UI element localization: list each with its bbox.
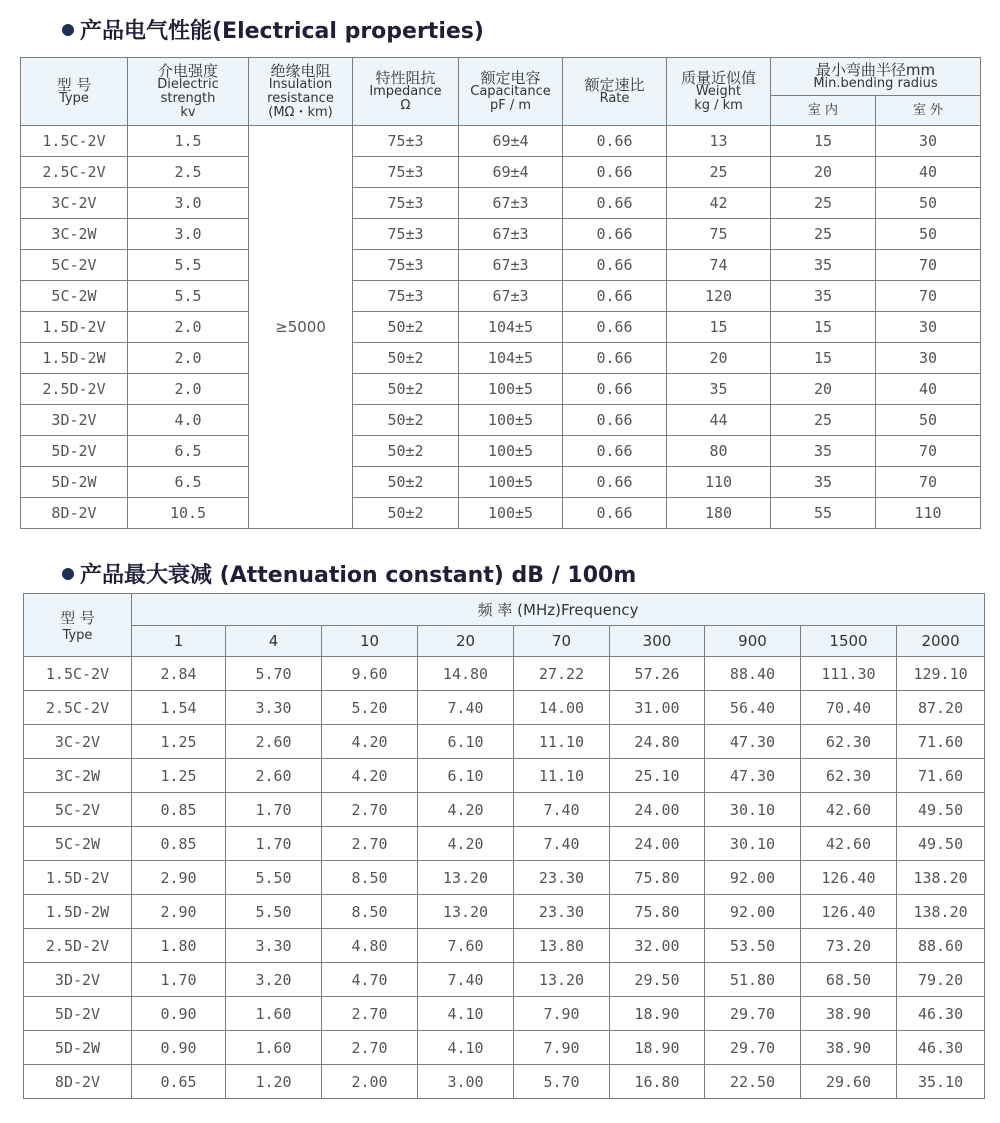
table-cell: 4.0 (128, 405, 249, 436)
table-cell: 49.50 (897, 827, 985, 861)
table-cell: 3C-2W (21, 219, 128, 250)
table-cell: 88.60 (897, 929, 985, 963)
header-weight: 质量近似值 Weight kg / km (667, 58, 771, 126)
table-cell: 92.00 (705, 861, 801, 895)
table-cell: 0.66 (563, 188, 667, 219)
table-cell: 0.66 (563, 343, 667, 374)
table-row (24, 861, 985, 895)
table-row (21, 343, 981, 374)
table-cell: 5D-2V (24, 997, 132, 1031)
table-cell: 0.66 (563, 281, 667, 312)
table-cell: 15 (771, 343, 876, 374)
table-cell: 68.50 (801, 963, 897, 997)
table-cell: 50±2 (353, 405, 459, 436)
table-cell: 50±2 (353, 374, 459, 405)
table-cell: 7.40 (418, 691, 514, 725)
table-cell: 2.70 (322, 827, 418, 861)
table-cell: 2.5D-2V (24, 929, 132, 963)
table-cell: 1.80 (132, 929, 226, 963)
table-cell: 8D-2V (21, 498, 128, 529)
table-cell: 69±4 (459, 157, 563, 188)
table-cell: 40 (876, 157, 981, 188)
header-insulation: 绝缘电阻 Insulation resistance (MΩ・km) (249, 58, 353, 126)
table-cell: 75±3 (353, 188, 459, 219)
table-cell: 2.5 (128, 157, 249, 188)
table-cell: 70.40 (801, 691, 897, 725)
table-cell: 42.60 (801, 793, 897, 827)
table-cell: 1.5D-2W (21, 343, 128, 374)
table-cell: 0.66 (563, 436, 667, 467)
table-cell: 104±5 (459, 343, 563, 374)
table-cell: 0.66 (563, 467, 667, 498)
table-cell: 5.5 (128, 250, 249, 281)
table-cell: 24.00 (610, 793, 705, 827)
table-cell: 11.10 (514, 759, 610, 793)
table-cell: 70 (876, 250, 981, 281)
table-cell: 1.5C-2V (21, 126, 128, 157)
table-cell: 24.00 (610, 827, 705, 861)
table-cell: 3.00 (418, 1065, 514, 1099)
table-cell: 3C-2V (21, 188, 128, 219)
table-cell: 5D-2W (21, 467, 128, 498)
table-row (21, 312, 981, 343)
table-cell: 11.10 (514, 725, 610, 759)
table-cell: 75.80 (610, 895, 705, 929)
table-cell: 67±3 (459, 219, 563, 250)
table-cell: 3.30 (226, 691, 322, 725)
table-row (21, 250, 981, 281)
table-cell: 7.90 (514, 1031, 610, 1065)
table-cell: 80 (667, 436, 771, 467)
table-cell: 1.5 (128, 126, 249, 157)
attenuation-table (23, 593, 985, 1099)
table-cell: 25 (771, 188, 876, 219)
table-cell: 7.40 (514, 793, 610, 827)
table-cell: 51.80 (705, 963, 801, 997)
table-cell: 14.00 (514, 691, 610, 725)
header-impedance: 特性阻抗 Impedance Ω (353, 58, 459, 126)
header-dielectric: 介电强度 Dielectric strength kv (128, 58, 249, 126)
table-cell: 8.50 (322, 895, 418, 929)
table-row (24, 1031, 985, 1065)
table-cell: 4.80 (322, 929, 418, 963)
table-cell: 50±2 (353, 436, 459, 467)
table-cell: 3C-2W (24, 759, 132, 793)
table-cell: 2.5C-2V (21, 157, 128, 188)
table-cell: 8.50 (322, 861, 418, 895)
table-cell: 1.5D-2V (21, 312, 128, 343)
table-row (24, 793, 985, 827)
electrical-properties-title (62, 14, 484, 45)
table-cell: 38.90 (801, 1031, 897, 1065)
header-frequency-value: 900 (705, 626, 801, 657)
table-cell: 13.20 (514, 963, 610, 997)
table-row (21, 126, 981, 157)
header-frequency-value: 70 (514, 626, 610, 657)
table-cell: 3C-2V (24, 725, 132, 759)
table-cell: 62.30 (801, 759, 897, 793)
table-cell: 35.10 (897, 1065, 985, 1099)
table-cell: 30 (876, 312, 981, 343)
table-cell: 49.50 (897, 793, 985, 827)
electrical-properties-title-text: 产品电气性能(Electrical properties) (80, 19, 484, 44)
table-cell: 88.40 (705, 657, 801, 691)
table-cell: 25 (771, 219, 876, 250)
table-row (24, 657, 985, 691)
table-cell: 1.5D-2W (24, 895, 132, 929)
table-cell: 55 (771, 498, 876, 529)
table-cell: 1.5D-2V (24, 861, 132, 895)
table-cell: 29.70 (705, 997, 801, 1031)
table-cell: 44 (667, 405, 771, 436)
table-cell: 1.70 (132, 963, 226, 997)
header-frequency-value: 4 (226, 626, 322, 657)
header-frequency-value: 1 (132, 626, 226, 657)
table-cell: 7.40 (514, 827, 610, 861)
header-outdoor: 室 外 (876, 96, 981, 126)
table-cell: 6.5 (128, 436, 249, 467)
table-cell: 23.30 (514, 895, 610, 929)
table-cell: 30.10 (705, 827, 801, 861)
table-cell: 1.60 (226, 997, 322, 1031)
table-row (24, 963, 985, 997)
table-row (24, 827, 985, 861)
table-cell: 16.80 (610, 1065, 705, 1099)
table-cell: 3.0 (128, 188, 249, 219)
table-cell: 75.80 (610, 861, 705, 895)
table-cell: 35 (771, 436, 876, 467)
table-cell: 50±2 (353, 498, 459, 529)
table-cell: 7.40 (418, 963, 514, 997)
table-cell: 3.30 (226, 929, 322, 963)
table-cell: 79.20 (897, 963, 985, 997)
table-cell: 2.70 (322, 997, 418, 1031)
table-cell: 2.5D-2V (21, 374, 128, 405)
table-cell: 7.60 (418, 929, 514, 963)
table-cell: 25 (667, 157, 771, 188)
table-row (24, 759, 985, 793)
table-cell: 67±3 (459, 188, 563, 219)
table-cell: 30 (876, 343, 981, 374)
table-cell: 73.20 (801, 929, 897, 963)
table-row (24, 997, 985, 1031)
table-cell: 75±3 (353, 250, 459, 281)
table-cell: 1.54 (132, 691, 226, 725)
bullet-dot-icon (62, 568, 74, 580)
table-cell: 46.30 (897, 997, 985, 1031)
table-cell: 110 (667, 467, 771, 498)
table-cell: 111.30 (801, 657, 897, 691)
table-cell: 20 (771, 157, 876, 188)
table-cell: 100±5 (459, 467, 563, 498)
header-frequency-value: 20 (418, 626, 514, 657)
table-cell: 4.20 (418, 827, 514, 861)
table-cell: 3.20 (226, 963, 322, 997)
table-cell: 180 (667, 498, 771, 529)
table-cell: 70 (876, 281, 981, 312)
table-cell: 29.60 (801, 1065, 897, 1099)
table-cell: 24.80 (610, 725, 705, 759)
table-cell: 74 (667, 250, 771, 281)
table-row (21, 436, 981, 467)
table-row (21, 467, 981, 498)
table-cell: 1.25 (132, 725, 226, 759)
table-cell: 100±5 (459, 374, 563, 405)
header-indoor: 室 内 (771, 96, 876, 126)
table-cell: 0.66 (563, 126, 667, 157)
table-cell: 13.80 (514, 929, 610, 963)
attenuation-body (24, 657, 985, 1099)
table-cell: 100±5 (459, 436, 563, 467)
table-cell: 138.20 (897, 861, 985, 895)
table-cell: 75 (667, 219, 771, 250)
table-cell: 47.30 (705, 725, 801, 759)
table-cell: 20 (667, 343, 771, 374)
insulation-value-cell: ≥5000 (249, 126, 353, 529)
table-cell: 75±3 (353, 126, 459, 157)
table-cell: 2.0 (128, 343, 249, 374)
table-cell: 70 (876, 436, 981, 467)
table-cell: 15 (771, 126, 876, 157)
table-cell: 100±5 (459, 405, 563, 436)
table-cell: 13.20 (418, 895, 514, 929)
table-cell: 50 (876, 405, 981, 436)
table-cell: 2.60 (226, 759, 322, 793)
table-cell: 50±2 (353, 467, 459, 498)
header-rate: 额定速比 Rate (563, 58, 667, 126)
table-cell: 138.20 (897, 895, 985, 929)
table-cell: 5D-2V (21, 436, 128, 467)
header-frequency-value: 10 (322, 626, 418, 657)
table-cell: 32.00 (610, 929, 705, 963)
table-cell: 71.60 (897, 759, 985, 793)
table-cell: 25.10 (610, 759, 705, 793)
table-cell: 62.30 (801, 725, 897, 759)
table-cell: 50 (876, 219, 981, 250)
table-cell: 35 (771, 281, 876, 312)
table-cell: 6.5 (128, 467, 249, 498)
table-cell: 2.60 (226, 725, 322, 759)
table-cell: 15 (667, 312, 771, 343)
table-cell: 30.10 (705, 793, 801, 827)
table-cell: 3D-2V (24, 963, 132, 997)
table-cell: 75±3 (353, 281, 459, 312)
table-cell: 2.90 (132, 895, 226, 929)
table-row (21, 281, 981, 312)
table-cell: 67±3 (459, 281, 563, 312)
table-row (21, 157, 981, 188)
table-cell: 13.20 (418, 861, 514, 895)
table-cell: 6.10 (418, 725, 514, 759)
table-cell: 0.90 (132, 997, 226, 1031)
header-bending-radius: 最小弯曲半径mm Min.bending radius (771, 58, 981, 96)
table-cell: 2.5C-2V (24, 691, 132, 725)
table-cell: 0.66 (563, 405, 667, 436)
table-cell: 22.50 (705, 1065, 801, 1099)
table-cell: 30 (876, 126, 981, 157)
table-cell: 18.90 (610, 1031, 705, 1065)
table-cell: 75±3 (353, 157, 459, 188)
table-cell: 5D-2W (24, 1031, 132, 1065)
table-cell: 35 (771, 250, 876, 281)
table-cell: 75±3 (353, 219, 459, 250)
table-row (21, 498, 981, 529)
table-cell: 0.66 (563, 157, 667, 188)
table-cell: 42 (667, 188, 771, 219)
table-cell: 4.20 (322, 725, 418, 759)
table-cell: 29.70 (705, 1031, 801, 1065)
header-capacitance: 额定电容 Capacitance pF / m (459, 58, 563, 126)
table-cell: 5C-2V (21, 250, 128, 281)
table-cell: 50±2 (353, 312, 459, 343)
table-cell: 1.70 (226, 793, 322, 827)
table-cell: 126.40 (801, 895, 897, 929)
header-frequency-value: 1500 (801, 626, 897, 657)
table-cell: 5C-2W (24, 827, 132, 861)
table-cell: 2.00 (322, 1065, 418, 1099)
table-cell: 14.80 (418, 657, 514, 691)
table-cell: 67±3 (459, 250, 563, 281)
table-cell: 5.5 (128, 281, 249, 312)
table-cell: 18.90 (610, 997, 705, 1031)
table-row (24, 1065, 985, 1099)
table-cell: 25 (771, 405, 876, 436)
table-cell: 1.20 (226, 1065, 322, 1099)
table-row (21, 188, 981, 219)
table-cell: 2.70 (322, 1031, 418, 1065)
table-cell: 71.60 (897, 725, 985, 759)
header-frequency-value: 300 (610, 626, 705, 657)
table-cell: 38.90 (801, 997, 897, 1031)
table-cell: 0.85 (132, 793, 226, 827)
table-cell: 110 (876, 498, 981, 529)
table-row (21, 219, 981, 250)
table-cell: 46.30 (897, 1031, 985, 1065)
table-cell: 126.40 (801, 861, 897, 895)
table-cell: 2.0 (128, 374, 249, 405)
table-cell: 6.10 (418, 759, 514, 793)
table-cell: 50±2 (353, 343, 459, 374)
table-cell: 3D-2V (21, 405, 128, 436)
table-cell: 2.84 (132, 657, 226, 691)
table-cell: 42.60 (801, 827, 897, 861)
table-cell: 129.10 (897, 657, 985, 691)
table-cell: 1.25 (132, 759, 226, 793)
table-cell: 35 (771, 467, 876, 498)
table-cell: 15 (771, 312, 876, 343)
table-cell: 23.30 (514, 861, 610, 895)
table-cell: 50 (876, 188, 981, 219)
table-cell: 8D-2V (24, 1065, 132, 1099)
table-cell: 0.66 (563, 219, 667, 250)
table-cell: 5.50 (226, 861, 322, 895)
table-cell: 70 (876, 467, 981, 498)
table-cell: 7.90 (514, 997, 610, 1031)
bullet-dot-icon (62, 24, 74, 36)
table-row (21, 374, 981, 405)
table-cell: 27.22 (514, 657, 610, 691)
table-cell: 0.66 (563, 250, 667, 281)
table-cell: 57.26 (610, 657, 705, 691)
attenuation-title (62, 558, 636, 589)
electrical-properties-body (21, 126, 981, 529)
header-type: 型 号 Type (21, 58, 128, 126)
table-cell: 4.20 (418, 793, 514, 827)
table-row (21, 405, 981, 436)
table-cell: 3.0 (128, 219, 249, 250)
attenuation-title-text: 产品最大衰减 (Attenuation constant) dB / 100m (80, 563, 637, 588)
table-row (24, 895, 985, 929)
table-cell: 40 (876, 374, 981, 405)
table-cell: 0.66 (563, 312, 667, 343)
electrical-properties-table (20, 57, 981, 529)
table-cell: 2.90 (132, 861, 226, 895)
table-cell: 104±5 (459, 312, 563, 343)
table-cell: 20 (771, 374, 876, 405)
table-cell: 9.60 (322, 657, 418, 691)
table-cell: 5.50 (226, 895, 322, 929)
table-cell: 13 (667, 126, 771, 157)
table-cell: 0.90 (132, 1031, 226, 1065)
table-cell: 5C-2V (24, 793, 132, 827)
table-row (24, 929, 985, 963)
table-cell: 47.30 (705, 759, 801, 793)
header-frequency: 频 率 (MHz)Frequency (132, 594, 985, 626)
table-cell: 35 (667, 374, 771, 405)
table-cell: 100±5 (459, 498, 563, 529)
table-cell: 4.10 (418, 1031, 514, 1065)
table-cell: 4.70 (322, 963, 418, 997)
table-cell: 5C-2W (21, 281, 128, 312)
table-cell: 56.40 (705, 691, 801, 725)
table-cell: 92.00 (705, 895, 801, 929)
table-cell: 0.85 (132, 827, 226, 861)
table-cell: 69±4 (459, 126, 563, 157)
header-type: 型 号 Type (24, 594, 132, 657)
table-cell: 4.20 (322, 759, 418, 793)
table-cell: 5.70 (226, 657, 322, 691)
table-cell: 29.50 (610, 963, 705, 997)
table-cell: 4.10 (418, 997, 514, 1031)
table-cell: 120 (667, 281, 771, 312)
table-row (24, 691, 985, 725)
table-cell: 53.50 (705, 929, 801, 963)
table-cell: 1.60 (226, 1031, 322, 1065)
table-row (24, 725, 985, 759)
table-cell: 0.66 (563, 498, 667, 529)
table-cell: 1.5C-2V (24, 657, 132, 691)
table-cell: 5.20 (322, 691, 418, 725)
table-cell: 87.20 (897, 691, 985, 725)
table-cell: 2.0 (128, 312, 249, 343)
table-cell: 0.65 (132, 1065, 226, 1099)
table-cell: 5.70 (514, 1065, 610, 1099)
table-cell: 10.5 (128, 498, 249, 529)
header-frequency-value: 2000 (897, 626, 985, 657)
table-cell: 31.00 (610, 691, 705, 725)
table-cell: 2.70 (322, 793, 418, 827)
table-cell: 1.70 (226, 827, 322, 861)
table-cell: 0.66 (563, 374, 667, 405)
